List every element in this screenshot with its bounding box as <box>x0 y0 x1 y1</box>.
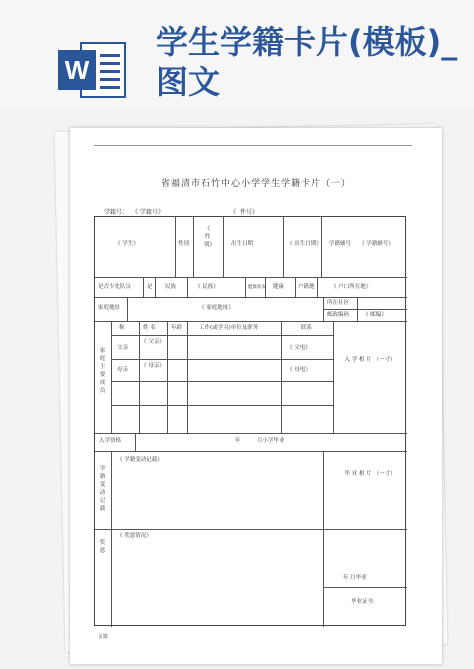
student-name-field: 《 学生》 <box>115 241 139 247</box>
address-field: 《 家庭地址》 <box>199 305 234 311</box>
ethnic-label: 民族 <box>165 284 177 290</box>
document-title: 省福清市石竹中心小学学生学籍卡片（一） <box>160 179 351 189</box>
dob-label: 出生日期 <box>231 241 254 247</box>
document-page <box>70 128 442 664</box>
student-no-field: 《 学籍号》 <box>132 209 164 216</box>
col-line <box>187 277 188 297</box>
page-title: 学生学籍卡片(模板)_图文 <box>156 23 458 101</box>
col-line <box>223 217 224 277</box>
col-line <box>283 217 284 277</box>
family-members-label: 家庭主要成员 <box>99 348 106 394</box>
col-line <box>175 217 176 277</box>
father-phone-field: 《 父电》 <box>287 345 311 351</box>
row-line <box>95 297 407 298</box>
word-document-icon <box>58 42 126 98</box>
pioneer-label: 是否少先队员 <box>98 284 132 290</box>
row-line <box>323 587 407 588</box>
admission-label: 入学资格 <box>99 438 122 444</box>
awards-label: 奖 惩 <box>99 540 106 554</box>
col-contact: 联系 <box>301 325 313 331</box>
col-line <box>167 321 168 433</box>
row-line <box>111 335 333 336</box>
father-label: 父亲 <box>117 345 129 351</box>
header-rule <box>94 145 412 146</box>
col-line <box>111 451 112 627</box>
col-line <box>357 297 358 321</box>
id-no-label: 《 <box>230 209 237 216</box>
gender-label: 性别 <box>178 241 190 247</box>
id-no-field: 件号》 <box>240 209 259 216</box>
reg-aux-label: 学籍辅号 <box>329 241 352 247</box>
admission-year: 年 <box>235 438 241 444</box>
admission-graduation: 月小学毕业 <box>257 438 285 444</box>
mother-name-field: 《 母亲》 <box>141 363 165 369</box>
community-label: 所在社区 <box>327 300 350 306</box>
row-line <box>323 309 407 310</box>
col-age: 年龄 <box>171 325 183 331</box>
col-line <box>111 321 112 433</box>
row-line <box>95 321 407 322</box>
page-footer: 页脚 <box>98 634 109 640</box>
col-line <box>193 217 194 277</box>
father-name-field: 《 父亲》 <box>141 339 165 345</box>
word-badge: W <box>58 50 96 90</box>
ethnic-field: 《 民族》 <box>195 284 219 290</box>
row-line <box>95 529 407 530</box>
graduation-photo-box: 毕 业 相 片 （一寸） <box>344 471 396 477</box>
mother-label: 母亲 <box>117 367 129 373</box>
col-line <box>155 277 156 297</box>
col-line <box>281 321 282 433</box>
row-line <box>95 277 407 278</box>
health-label: 健康状况 <box>248 285 266 290</box>
status-changes-label: 学籍变动记载 <box>99 466 106 512</box>
postcode-label: 邮政编码 <box>327 312 350 318</box>
health-value: 健康 <box>273 284 285 290</box>
row-line <box>111 405 333 406</box>
col-line <box>323 297 324 321</box>
pioneer-value: 是 <box>147 284 153 290</box>
col-line <box>295 277 296 297</box>
col-line <box>187 321 188 433</box>
awards-field: 《 奖惩情况》 <box>117 533 152 539</box>
col-line <box>135 433 136 451</box>
col-line <box>245 277 246 297</box>
banner <box>0 0 474 108</box>
mother-phone-field: 《 母电》 <box>287 367 311 373</box>
col-line <box>143 277 144 297</box>
status-changes-field: 《 学籍变动记载》 <box>117 457 163 463</box>
row-line <box>95 433 407 434</box>
hukou-field: 《 户口所在地》 <box>331 284 372 290</box>
row-line <box>111 381 333 382</box>
graduation-year-month: 年 月毕业 <box>343 575 367 581</box>
graduation-certificate: 毕业证书 <box>351 599 374 605</box>
reg-aux-field: 《 学籍辅号》 <box>359 241 394 247</box>
student-no-label: 学籍号： <box>104 209 129 216</box>
record-table <box>94 216 406 626</box>
row-line <box>111 359 333 360</box>
address-label: 家庭地址 <box>98 305 121 311</box>
admission-photo-box: 入 学 相 片 （一寸） <box>344 357 396 363</box>
dob-field: 《 出生日期》 <box>287 241 322 247</box>
col-line <box>323 451 324 627</box>
col-line <box>139 321 140 433</box>
col-name: 姓 名 <box>143 325 156 331</box>
col-work-unit: 工作(或学习)单位及职务 <box>199 325 259 331</box>
hukou-label: 户籍地 <box>298 284 315 290</box>
postcode-field: 《 邮编》 <box>363 312 387 318</box>
gender-field: 《 性 别》 <box>204 226 216 248</box>
col-line <box>333 321 334 433</box>
col-relation: 称 <box>119 325 125 331</box>
col-line <box>127 297 128 321</box>
row-line <box>95 451 407 452</box>
col-line <box>317 277 318 297</box>
